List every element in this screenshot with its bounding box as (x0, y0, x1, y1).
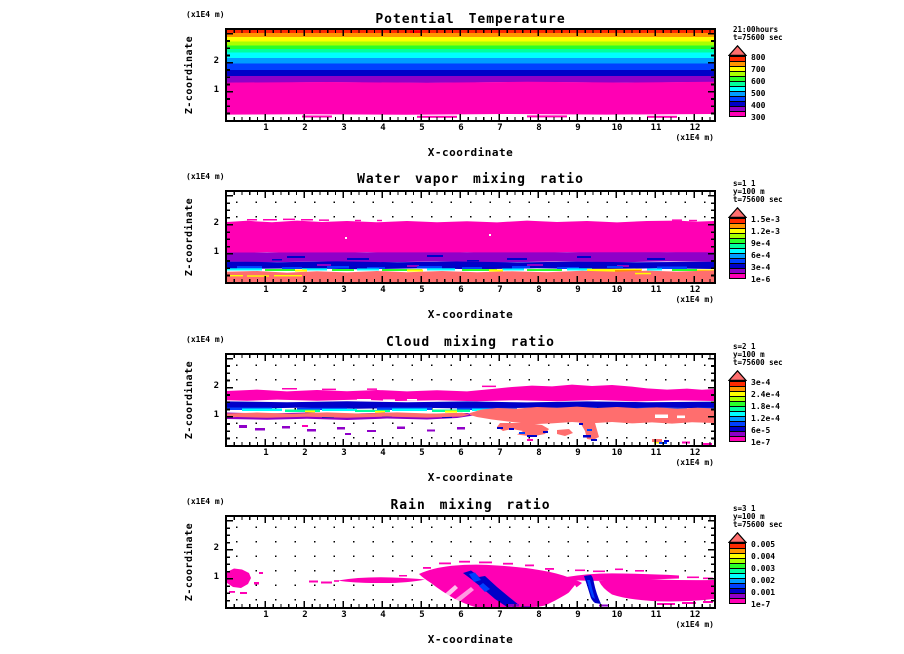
legend-header (733, 26, 783, 45)
x-tick-label: 6 (458, 610, 464, 620)
x-axis-label: X-coordinate (427, 471, 514, 484)
colorbar-cell (730, 274, 745, 278)
z-major-ticks (708, 192, 714, 282)
x-tick-label: 12 (689, 448, 701, 458)
x-tick-label: 2 (302, 285, 308, 295)
colorbar-labels (751, 377, 780, 449)
colorbar-label: 300 (751, 113, 766, 122)
x-tick-label: 8 (536, 285, 542, 295)
x-major-ticks (227, 30, 714, 36)
x-tick-label: 1 (263, 610, 269, 620)
colorbar-label: 400 (751, 101, 766, 110)
legend-header-line: s=3 1 (733, 504, 756, 513)
z-tick-label: 2 (213, 218, 219, 228)
x-tick-label: 8 (536, 610, 542, 620)
colorbar-label: 3e-4 (751, 378, 771, 387)
x-tick-label: 7 (497, 610, 503, 620)
z-tick-label: 2 (213, 381, 219, 391)
plot-area (225, 353, 716, 447)
colorbar-label: 3e-4 (751, 263, 771, 272)
x-tick-label: 4 (380, 610, 386, 620)
x-axis-unit-label: (x1E4 m) (675, 620, 714, 629)
colorbar-label: 0.001 (751, 588, 776, 597)
colorbar (729, 504, 804, 609)
colorbar-label: 1.8e-4 (751, 402, 780, 411)
legend-header-line: y=100 m (733, 187, 765, 196)
z-major-ticks (227, 30, 233, 120)
colorbar (729, 25, 804, 122)
legend-header-line: t=75600 sec (733, 358, 783, 367)
x-major-ticks (227, 517, 714, 523)
x-tick-label: 5 (419, 285, 425, 295)
x-axis-label: X-coordinate (427, 146, 514, 159)
x-tick-label: 4 (380, 285, 386, 295)
colorbar-label: 0.003 (751, 564, 776, 573)
x-tick-label: 7 (497, 123, 503, 133)
panel-title: Rain mixing ratio (390, 497, 551, 513)
x-tick-label: 1 (263, 123, 269, 133)
z-major-ticks (708, 517, 714, 607)
colorbar-label: 0.002 (751, 576, 776, 585)
x-tick-label: 7 (497, 285, 503, 295)
z-axis-label: Z-coordinate (183, 360, 195, 440)
contour-art-water-vapor (227, 192, 714, 282)
x-tick-label: 1 (263, 448, 269, 458)
x-tick-label: 12 (689, 285, 701, 295)
x-tick-label: 2 (302, 610, 308, 620)
z-major-ticks (708, 355, 714, 445)
colorbar-label: 0.005 (751, 540, 776, 549)
colorbar-label: 1.5e-3 (751, 215, 780, 224)
colorbar (729, 179, 804, 284)
legend-header-line: y=100 m (733, 350, 765, 359)
x-tick-label: 12 (689, 610, 701, 620)
colorbar-cells (729, 56, 746, 117)
legend-header-line: t=75600 sec (733, 195, 783, 204)
legend-header-line: s=2 1 (733, 342, 756, 351)
colorbar-label: 6e-4 (751, 251, 771, 260)
x-tick-label: 8 (536, 123, 542, 133)
x-axis-unit-label: (x1E4 m) (675, 133, 714, 142)
x-tick-label: 9 (575, 610, 581, 620)
plot-area (225, 190, 716, 284)
colorbar-label: 1.2e-3 (751, 227, 780, 236)
x-tick-label: 1 (263, 285, 269, 295)
colorbar-cell (730, 112, 745, 116)
z-major-ticks (227, 192, 233, 282)
colorbar-label: 1e-6 (751, 275, 771, 284)
x-tick-label: 5 (419, 448, 425, 458)
x-tick-label: 9 (575, 448, 581, 458)
x-tick-label: 5 (419, 610, 425, 620)
z-tick-label: 1 (213, 410, 219, 420)
x-axis-label: X-coordinate (427, 633, 514, 646)
x-major-ticks (227, 276, 714, 282)
x-tick-label: 6 (458, 448, 464, 458)
legend-header (733, 505, 783, 532)
colorbar-cell (730, 437, 745, 441)
colorbar-overflow-arrow-icon (728, 207, 747, 218)
colorbar-label: 6e-5 (751, 426, 771, 435)
panel-title: Potential Temperature (375, 11, 566, 27)
x-tick-labels (255, 448, 706, 458)
colorbar (729, 342, 804, 447)
colorbar-label: 2.4e-4 (751, 390, 780, 399)
z-axis-unit-label: (x1E4 m) (186, 335, 225, 344)
colorbar-label: 600 (751, 77, 766, 86)
z-axis-unit-label: (x1E4 m) (186, 10, 225, 19)
x-tick-label: 3 (341, 285, 347, 295)
colorbar-label: 1.2e-4 (751, 414, 780, 423)
z-tick-label: 1 (213, 572, 219, 582)
colorbar-label: 1e-7 (751, 438, 771, 447)
plot-area (225, 515, 716, 609)
colorbar-cells (729, 543, 746, 604)
x-tick-label: 2 (302, 448, 308, 458)
x-major-ticks (227, 439, 714, 445)
x-tick-labels (255, 123, 706, 133)
x-tick-label: 3 (341, 610, 347, 620)
z-tick-label: 1 (213, 85, 219, 95)
contour-art-cloud (227, 355, 714, 445)
x-tick-label: 4 (380, 448, 386, 458)
colorbar-labels (751, 214, 780, 286)
legend-header (733, 343, 783, 370)
legend-header-line: t=75600 sec (733, 33, 783, 42)
legend-header-line: 21:00hours (733, 25, 779, 34)
x-tick-labels (255, 610, 706, 620)
x-tick-label: 11 (650, 123, 662, 133)
colorbar-label: 700 (751, 65, 766, 74)
x-tick-label: 6 (458, 123, 464, 133)
z-tick-label: 2 (213, 56, 219, 66)
colorbar-cell (730, 599, 745, 603)
x-tick-label: 9 (575, 285, 581, 295)
legend-header-line: t=75600 sec (733, 520, 783, 529)
x-tick-label: 10 (611, 610, 623, 620)
contour-art-potential-temperature (227, 30, 714, 120)
panel-title: Water vapor mixing ratio (357, 171, 584, 187)
z-axis-unit-label: (x1E4 m) (186, 172, 225, 181)
x-major-ticks (227, 192, 714, 198)
colorbar-labels (751, 539, 775, 611)
x-tick-label: 10 (611, 285, 623, 295)
x-tick-label: 11 (650, 610, 662, 620)
z-axis-label: Z-coordinate (183, 35, 195, 115)
x-tick-label: 11 (650, 285, 662, 295)
colorbar-label: 1e-7 (751, 600, 771, 609)
x-tick-labels (255, 285, 706, 295)
x-tick-label: 6 (458, 285, 464, 295)
colorbar-overflow-arrow-icon (728, 532, 747, 543)
x-tick-label: 3 (341, 448, 347, 458)
x-axis-label: X-coordinate (427, 308, 514, 321)
x-tick-label: 9 (575, 123, 581, 133)
x-major-ticks (227, 355, 714, 361)
z-tick-label: 2 (213, 543, 219, 553)
z-major-ticks (708, 30, 714, 120)
x-major-ticks (227, 601, 714, 607)
legend-header-line: s=1 1 (733, 179, 756, 188)
x-tick-label: 11 (650, 448, 662, 458)
colorbar-label: 500 (751, 89, 766, 98)
z-axis-unit-label: (x1E4 m) (186, 497, 225, 506)
x-major-ticks (227, 114, 714, 120)
colorbar-overflow-arrow-icon (728, 370, 747, 381)
x-tick-label: 3 (341, 123, 347, 133)
legend-header (733, 180, 783, 207)
z-major-ticks (227, 355, 233, 445)
x-tick-label: 12 (689, 123, 701, 133)
legend-header-line: y=100 m (733, 512, 765, 521)
x-tick-label: 5 (419, 123, 425, 133)
colorbar-labels (751, 52, 765, 124)
colorbar-overflow-arrow-icon (728, 45, 747, 56)
colorbar-cells (729, 381, 746, 442)
x-axis-unit-label: (x1E4 m) (675, 458, 714, 467)
x-tick-label: 4 (380, 123, 386, 133)
plot-area (225, 28, 716, 122)
z-axis-label: Z-coordinate (183, 522, 195, 602)
x-tick-label: 7 (497, 448, 503, 458)
x-tick-label: 10 (611, 123, 623, 133)
colorbar-label: 9e-4 (751, 239, 771, 248)
z-tick-label: 1 (213, 247, 219, 257)
x-axis-unit-label: (x1E4 m) (675, 295, 714, 304)
z-major-ticks (227, 517, 233, 607)
x-tick-label: 10 (611, 448, 623, 458)
panel-title: Cloud mixing ratio (386, 334, 555, 350)
colorbar-label: 0.004 (751, 552, 776, 561)
colorbar-label: 800 (751, 53, 766, 62)
x-tick-label: 2 (302, 123, 308, 133)
z-axis-label: Z-coordinate (183, 197, 195, 277)
colorbar-cells (729, 218, 746, 279)
contour-art-rain (227, 517, 714, 607)
x-tick-label: 8 (536, 448, 542, 458)
